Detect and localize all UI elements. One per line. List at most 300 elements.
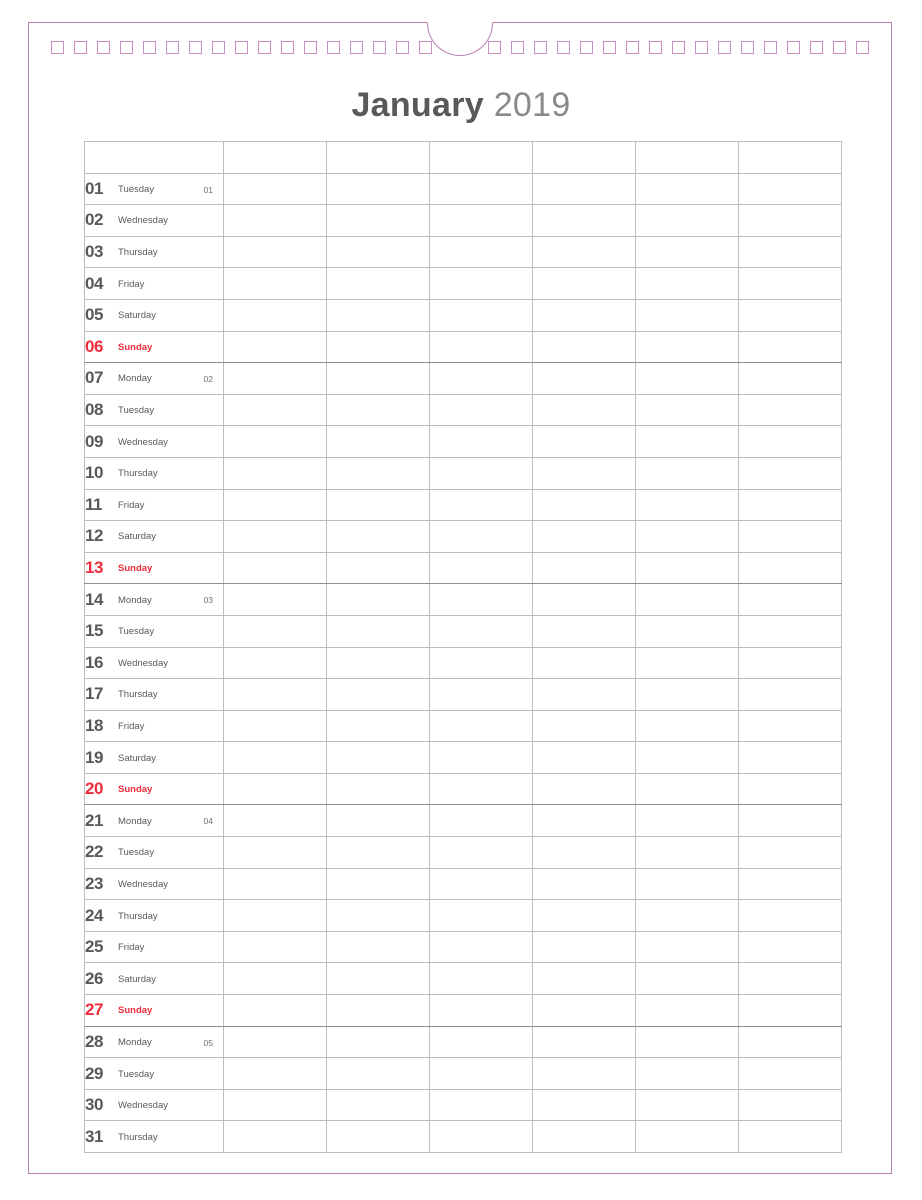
note-cell[interactable] bbox=[533, 805, 636, 837]
day-number: 21 bbox=[85, 810, 103, 830]
note-cell[interactable] bbox=[224, 900, 327, 932]
note-cell[interactable] bbox=[430, 900, 533, 932]
note-cell[interactable] bbox=[224, 584, 327, 616]
day-number: 06 bbox=[85, 336, 103, 356]
day-number: 15 bbox=[85, 621, 103, 641]
note-cell[interactable] bbox=[533, 457, 636, 489]
note-cell[interactable] bbox=[327, 1058, 430, 1090]
day-number: 27 bbox=[85, 1000, 103, 1020]
day-number: 10 bbox=[85, 463, 103, 483]
note-cell[interactable] bbox=[533, 647, 636, 679]
punch-hole-icon bbox=[258, 41, 271, 54]
note-cell[interactable] bbox=[739, 773, 842, 805]
table-row bbox=[85, 363, 842, 395]
note-cell[interactable] bbox=[224, 394, 327, 426]
note-cell[interactable] bbox=[430, 805, 533, 837]
note-cell[interactable] bbox=[224, 805, 327, 837]
day-weekday-label: Saturday bbox=[118, 752, 157, 764]
note-cell[interactable] bbox=[533, 931, 636, 963]
note-cell[interactable] bbox=[739, 805, 842, 837]
note-cell[interactable] bbox=[636, 426, 739, 458]
note-cell[interactable] bbox=[327, 457, 430, 489]
note-cell[interactable] bbox=[533, 1089, 636, 1121]
punch-hole-icon bbox=[304, 41, 317, 54]
note-cell[interactable] bbox=[533, 1058, 636, 1090]
note-cell[interactable] bbox=[636, 205, 739, 237]
note-cell[interactable] bbox=[327, 521, 430, 553]
note-cell[interactable] bbox=[533, 710, 636, 742]
punch-hole-icon bbox=[511, 41, 524, 54]
note-cell[interactable] bbox=[224, 773, 327, 805]
note-cell[interactable] bbox=[327, 331, 430, 363]
day-cell bbox=[85, 457, 224, 489]
note-cell[interactable] bbox=[636, 615, 739, 647]
note-cell[interactable] bbox=[430, 173, 533, 205]
note-cell[interactable] bbox=[533, 773, 636, 805]
note-cell[interactable] bbox=[636, 268, 739, 300]
punch-hole-icon bbox=[350, 41, 363, 54]
day-number: 28 bbox=[85, 1031, 103, 1051]
note-cell[interactable] bbox=[636, 1089, 739, 1121]
note-cell[interactable] bbox=[327, 426, 430, 458]
note-cell[interactable] bbox=[739, 995, 842, 1027]
day-number: 22 bbox=[85, 842, 103, 862]
note-cell[interactable] bbox=[739, 205, 842, 237]
note-cell[interactable] bbox=[636, 1058, 739, 1090]
table-row bbox=[85, 963, 842, 995]
note-cell[interactable] bbox=[430, 552, 533, 584]
note-cell[interactable] bbox=[636, 363, 739, 395]
note-cell[interactable] bbox=[430, 995, 533, 1027]
note-cell[interactable] bbox=[533, 837, 636, 869]
note-cell[interactable] bbox=[327, 742, 430, 774]
note-cell[interactable] bbox=[636, 1121, 739, 1153]
day-weekday-label: Saturday bbox=[118, 531, 157, 543]
note-cell[interactable] bbox=[327, 173, 430, 205]
note-cell[interactable] bbox=[533, 173, 636, 205]
note-cell[interactable] bbox=[739, 457, 842, 489]
note-cell[interactable] bbox=[739, 331, 842, 363]
note-cell[interactable] bbox=[636, 995, 739, 1027]
page-title bbox=[0, 86, 922, 125]
day-cell bbox=[85, 489, 224, 521]
table-row bbox=[85, 1026, 842, 1058]
note-cell[interactable] bbox=[327, 205, 430, 237]
note-cell[interactable] bbox=[430, 584, 533, 616]
day-weekday-label: Sunday bbox=[118, 1005, 153, 1017]
note-cell[interactable] bbox=[430, 1121, 533, 1153]
note-cell[interactable] bbox=[430, 521, 533, 553]
day-number: 04 bbox=[85, 273, 103, 293]
note-cell[interactable] bbox=[224, 647, 327, 679]
day-weekday-label: Thursday bbox=[118, 468, 158, 480]
note-cell[interactable] bbox=[739, 1026, 842, 1058]
note-cell[interactable] bbox=[327, 931, 430, 963]
note-cell[interactable] bbox=[224, 363, 327, 395]
day-weekday-label: Monday bbox=[118, 815, 152, 827]
note-cell[interactable] bbox=[636, 742, 739, 774]
day-weekday-label: Wednesday bbox=[118, 436, 168, 448]
note-cell[interactable] bbox=[533, 900, 636, 932]
note-cell[interactable] bbox=[636, 394, 739, 426]
note-cell[interactable] bbox=[636, 868, 739, 900]
header-day-cell bbox=[85, 142, 224, 174]
note-cell[interactable] bbox=[533, 268, 636, 300]
note-cell[interactable] bbox=[224, 426, 327, 458]
title-year: 2019 bbox=[493, 86, 571, 124]
day-number: 11 bbox=[85, 494, 102, 514]
note-cell[interactable] bbox=[739, 679, 842, 711]
day-number: 08 bbox=[85, 400, 103, 420]
note-cell[interactable] bbox=[739, 837, 842, 869]
week-number: 01 bbox=[203, 184, 213, 195]
note-cell[interactable] bbox=[636, 457, 739, 489]
note-cell[interactable] bbox=[224, 931, 327, 963]
punch-hole-icon bbox=[120, 41, 133, 54]
day-weekday-label: Monday bbox=[118, 373, 152, 385]
note-cell[interactable] bbox=[430, 268, 533, 300]
table-row bbox=[85, 773, 842, 805]
note-cell[interactable] bbox=[430, 710, 533, 742]
note-cell[interactable] bbox=[739, 173, 842, 205]
punch-hole-icon bbox=[810, 41, 823, 54]
day-weekday-label: Tuesday bbox=[118, 405, 155, 417]
note-cell[interactable] bbox=[327, 299, 430, 331]
week-number: 05 bbox=[203, 1037, 213, 1048]
day-weekday-label: Thursday bbox=[118, 689, 158, 701]
note-cell[interactable] bbox=[636, 931, 739, 963]
note-cell[interactable] bbox=[224, 331, 327, 363]
note-cell[interactable] bbox=[533, 426, 636, 458]
note-cell[interactable] bbox=[533, 679, 636, 711]
note-cell[interactable] bbox=[224, 1026, 327, 1058]
note-cell[interactable] bbox=[430, 773, 533, 805]
note-cell[interactable] bbox=[327, 615, 430, 647]
note-cell[interactable] bbox=[636, 552, 739, 584]
note-cell[interactable] bbox=[224, 679, 327, 711]
table-row bbox=[85, 710, 842, 742]
note-cell[interactable] bbox=[636, 900, 739, 932]
table-row bbox=[85, 552, 842, 584]
table-row bbox=[85, 679, 842, 711]
note-cell[interactable] bbox=[739, 1058, 842, 1090]
note-cell[interactable] bbox=[533, 615, 636, 647]
day-number: 14 bbox=[85, 589, 103, 609]
day-cell bbox=[85, 521, 224, 553]
note-cell[interactable] bbox=[636, 236, 739, 268]
note-cell[interactable] bbox=[430, 426, 533, 458]
week-number: 03 bbox=[203, 595, 213, 606]
note-cell[interactable] bbox=[533, 868, 636, 900]
note-cell[interactable] bbox=[739, 647, 842, 679]
day-number: 17 bbox=[85, 684, 103, 704]
day-weekday-label: Wednesday bbox=[118, 878, 168, 890]
day-weekday-label: Thursday bbox=[118, 910, 158, 922]
table-row bbox=[85, 236, 842, 268]
punch-hole-icon bbox=[327, 41, 340, 54]
note-cell[interactable] bbox=[224, 963, 327, 995]
day-cell bbox=[85, 1089, 224, 1121]
punch-hole-strip bbox=[29, 23, 891, 71]
note-cell[interactable] bbox=[430, 868, 533, 900]
note-cell[interactable] bbox=[430, 489, 533, 521]
note-cell[interactable] bbox=[327, 236, 430, 268]
day-number: 03 bbox=[85, 242, 103, 262]
note-cell[interactable] bbox=[224, 710, 327, 742]
note-cell[interactable] bbox=[430, 679, 533, 711]
day-cell bbox=[85, 552, 224, 584]
day-cell bbox=[85, 900, 224, 932]
note-cell[interactable] bbox=[739, 236, 842, 268]
punch-hole-icon bbox=[833, 41, 846, 54]
note-cell[interactable] bbox=[636, 584, 739, 616]
note-cell[interactable] bbox=[739, 963, 842, 995]
header-note-cell bbox=[636, 142, 739, 174]
note-cell[interactable] bbox=[636, 1026, 739, 1058]
note-cell[interactable] bbox=[224, 868, 327, 900]
note-cell[interactable] bbox=[224, 837, 327, 869]
note-cell[interactable] bbox=[430, 1026, 533, 1058]
note-cell[interactable] bbox=[224, 457, 327, 489]
day-cell bbox=[85, 584, 224, 616]
note-cell[interactable] bbox=[327, 489, 430, 521]
note-cell[interactable] bbox=[327, 868, 430, 900]
note-cell[interactable] bbox=[739, 489, 842, 521]
day-cell bbox=[85, 394, 224, 426]
note-cell[interactable] bbox=[533, 331, 636, 363]
punch-holes-left bbox=[51, 41, 432, 54]
note-cell[interactable] bbox=[224, 615, 327, 647]
note-cell[interactable] bbox=[430, 205, 533, 237]
note-cell[interactable] bbox=[739, 1089, 842, 1121]
note-cell[interactable] bbox=[430, 299, 533, 331]
note-cell[interactable] bbox=[430, 931, 533, 963]
header-note-cell bbox=[430, 142, 533, 174]
day-cell bbox=[85, 331, 224, 363]
note-cell[interactable] bbox=[739, 1121, 842, 1153]
day-cell bbox=[85, 268, 224, 300]
note-cell[interactable] bbox=[636, 331, 739, 363]
punch-hole-icon bbox=[603, 41, 616, 54]
day-number: 20 bbox=[85, 779, 103, 799]
note-cell[interactable] bbox=[224, 1121, 327, 1153]
day-number: 09 bbox=[85, 431, 103, 451]
note-cell[interactable] bbox=[430, 236, 533, 268]
note-cell[interactable] bbox=[327, 679, 430, 711]
note-cell[interactable] bbox=[533, 205, 636, 237]
note-cell[interactable] bbox=[636, 837, 739, 869]
note-cell[interactable] bbox=[327, 773, 430, 805]
note-cell[interactable] bbox=[739, 426, 842, 458]
header-note-cell bbox=[533, 142, 636, 174]
note-cell[interactable] bbox=[327, 552, 430, 584]
note-cell[interactable] bbox=[739, 900, 842, 932]
table-row bbox=[85, 615, 842, 647]
note-cell[interactable] bbox=[739, 868, 842, 900]
note-cell[interactable] bbox=[224, 268, 327, 300]
note-cell[interactable] bbox=[739, 268, 842, 300]
note-cell[interactable] bbox=[327, 1089, 430, 1121]
note-cell[interactable] bbox=[636, 299, 739, 331]
table-row bbox=[85, 931, 842, 963]
table-row bbox=[85, 900, 842, 932]
header-note-cell bbox=[327, 142, 430, 174]
day-weekday-label: Friday bbox=[118, 720, 145, 732]
note-cell[interactable] bbox=[224, 236, 327, 268]
note-cell[interactable] bbox=[327, 394, 430, 426]
week-number: 02 bbox=[203, 374, 213, 385]
day-number: 26 bbox=[85, 968, 103, 988]
note-cell[interactable] bbox=[533, 963, 636, 995]
note-cell[interactable] bbox=[533, 584, 636, 616]
note-cell[interactable] bbox=[739, 363, 842, 395]
note-cell[interactable] bbox=[636, 647, 739, 679]
table-row bbox=[85, 299, 842, 331]
punch-hole-icon bbox=[97, 41, 110, 54]
punch-hole-icon bbox=[787, 41, 800, 54]
note-cell[interactable] bbox=[533, 995, 636, 1027]
day-weekday-label: Tuesday bbox=[118, 1068, 155, 1080]
day-number: 07 bbox=[85, 368, 103, 388]
note-cell[interactable] bbox=[224, 995, 327, 1027]
note-cell[interactable] bbox=[327, 363, 430, 395]
note-cell[interactable] bbox=[533, 552, 636, 584]
note-cell[interactable] bbox=[430, 647, 533, 679]
punch-hole-icon bbox=[649, 41, 662, 54]
day-cell bbox=[85, 742, 224, 774]
day-cell bbox=[85, 426, 224, 458]
punch-hole-icon bbox=[580, 41, 593, 54]
note-cell[interactable] bbox=[636, 773, 739, 805]
punch-hole-icon bbox=[741, 41, 754, 54]
note-cell[interactable] bbox=[327, 1026, 430, 1058]
note-cell[interactable] bbox=[224, 205, 327, 237]
note-cell[interactable] bbox=[636, 521, 739, 553]
note-cell[interactable] bbox=[430, 331, 533, 363]
day-weekday-label: Friday bbox=[118, 942, 145, 954]
note-cell[interactable] bbox=[739, 394, 842, 426]
day-number: 24 bbox=[85, 905, 103, 925]
note-cell[interactable] bbox=[533, 1121, 636, 1153]
day-number: 18 bbox=[85, 715, 103, 735]
note-cell[interactable] bbox=[430, 1058, 533, 1090]
day-cell bbox=[85, 679, 224, 711]
note-cell[interactable] bbox=[636, 679, 739, 711]
note-cell[interactable] bbox=[636, 173, 739, 205]
day-number: 29 bbox=[85, 1063, 103, 1083]
day-weekday-label: Wednesday bbox=[118, 657, 168, 669]
day-weekday-label: Monday bbox=[118, 1036, 152, 1048]
note-cell[interactable] bbox=[224, 489, 327, 521]
note-cell[interactable] bbox=[430, 742, 533, 774]
day-cell bbox=[85, 236, 224, 268]
day-number: 25 bbox=[85, 937, 103, 957]
day-number: 13 bbox=[85, 558, 103, 578]
note-cell[interactable] bbox=[636, 710, 739, 742]
punch-hole-icon bbox=[856, 41, 869, 54]
note-cell[interactable] bbox=[533, 394, 636, 426]
note-cell[interactable] bbox=[327, 900, 430, 932]
table-row bbox=[85, 173, 842, 205]
day-number: 30 bbox=[85, 1095, 103, 1115]
note-cell[interactable] bbox=[533, 1026, 636, 1058]
punch-hole-icon bbox=[212, 41, 225, 54]
day-cell bbox=[85, 173, 224, 205]
note-cell[interactable] bbox=[224, 521, 327, 553]
note-cell[interactable] bbox=[739, 584, 842, 616]
note-cell[interactable] bbox=[224, 552, 327, 584]
day-weekday-label: Friday bbox=[118, 278, 145, 290]
punch-hole-icon bbox=[557, 41, 570, 54]
table-row bbox=[85, 584, 842, 616]
note-cell[interactable] bbox=[430, 457, 533, 489]
note-cell[interactable] bbox=[430, 615, 533, 647]
day-cell bbox=[85, 995, 224, 1027]
note-cell[interactable] bbox=[327, 837, 430, 869]
note-cell[interactable] bbox=[430, 394, 533, 426]
punch-hole-icon bbox=[235, 41, 248, 54]
note-cell[interactable] bbox=[224, 742, 327, 774]
note-cell[interactable] bbox=[739, 931, 842, 963]
note-cell[interactable] bbox=[636, 489, 739, 521]
note-cell[interactable] bbox=[739, 742, 842, 774]
note-cell[interactable] bbox=[224, 1089, 327, 1121]
note-cell[interactable] bbox=[327, 1121, 430, 1153]
note-cell[interactable] bbox=[327, 805, 430, 837]
note-cell[interactable] bbox=[430, 963, 533, 995]
day-weekday-label: Wednesday bbox=[118, 1100, 168, 1112]
note-cell[interactable] bbox=[327, 268, 430, 300]
note-cell[interactable] bbox=[739, 552, 842, 584]
note-cell[interactable] bbox=[739, 615, 842, 647]
header-note-cell bbox=[224, 142, 327, 174]
day-cell bbox=[85, 773, 224, 805]
note-cell[interactable] bbox=[533, 489, 636, 521]
note-cell[interactable] bbox=[636, 963, 739, 995]
table-row bbox=[85, 1121, 842, 1153]
punch-hole-icon bbox=[189, 41, 202, 54]
note-cell[interactable] bbox=[430, 837, 533, 869]
note-cell[interactable] bbox=[739, 299, 842, 331]
note-cell[interactable] bbox=[327, 995, 430, 1027]
note-cell[interactable] bbox=[327, 647, 430, 679]
note-cell[interactable] bbox=[533, 236, 636, 268]
note-cell[interactable] bbox=[224, 1058, 327, 1090]
note-cell[interactable] bbox=[739, 521, 842, 553]
note-cell[interactable] bbox=[533, 521, 636, 553]
day-number: 02 bbox=[85, 210, 103, 230]
note-cell[interactable] bbox=[430, 363, 533, 395]
note-cell[interactable] bbox=[739, 710, 842, 742]
note-cell[interactable] bbox=[224, 299, 327, 331]
note-cell[interactable] bbox=[224, 173, 327, 205]
note-cell[interactable] bbox=[533, 363, 636, 395]
day-cell bbox=[85, 805, 224, 837]
day-number: 23 bbox=[85, 873, 103, 893]
note-cell[interactable] bbox=[327, 584, 430, 616]
note-cell[interactable] bbox=[533, 299, 636, 331]
day-number: 12 bbox=[85, 526, 103, 546]
table-row bbox=[85, 742, 842, 774]
note-cell[interactable] bbox=[327, 710, 430, 742]
note-cell[interactable] bbox=[533, 742, 636, 774]
note-cell[interactable] bbox=[636, 805, 739, 837]
day-cell bbox=[85, 837, 224, 869]
note-cell[interactable] bbox=[430, 1089, 533, 1121]
note-cell[interactable] bbox=[327, 963, 430, 995]
day-cell bbox=[85, 647, 224, 679]
day-weekday-label: Sunday bbox=[118, 341, 153, 353]
